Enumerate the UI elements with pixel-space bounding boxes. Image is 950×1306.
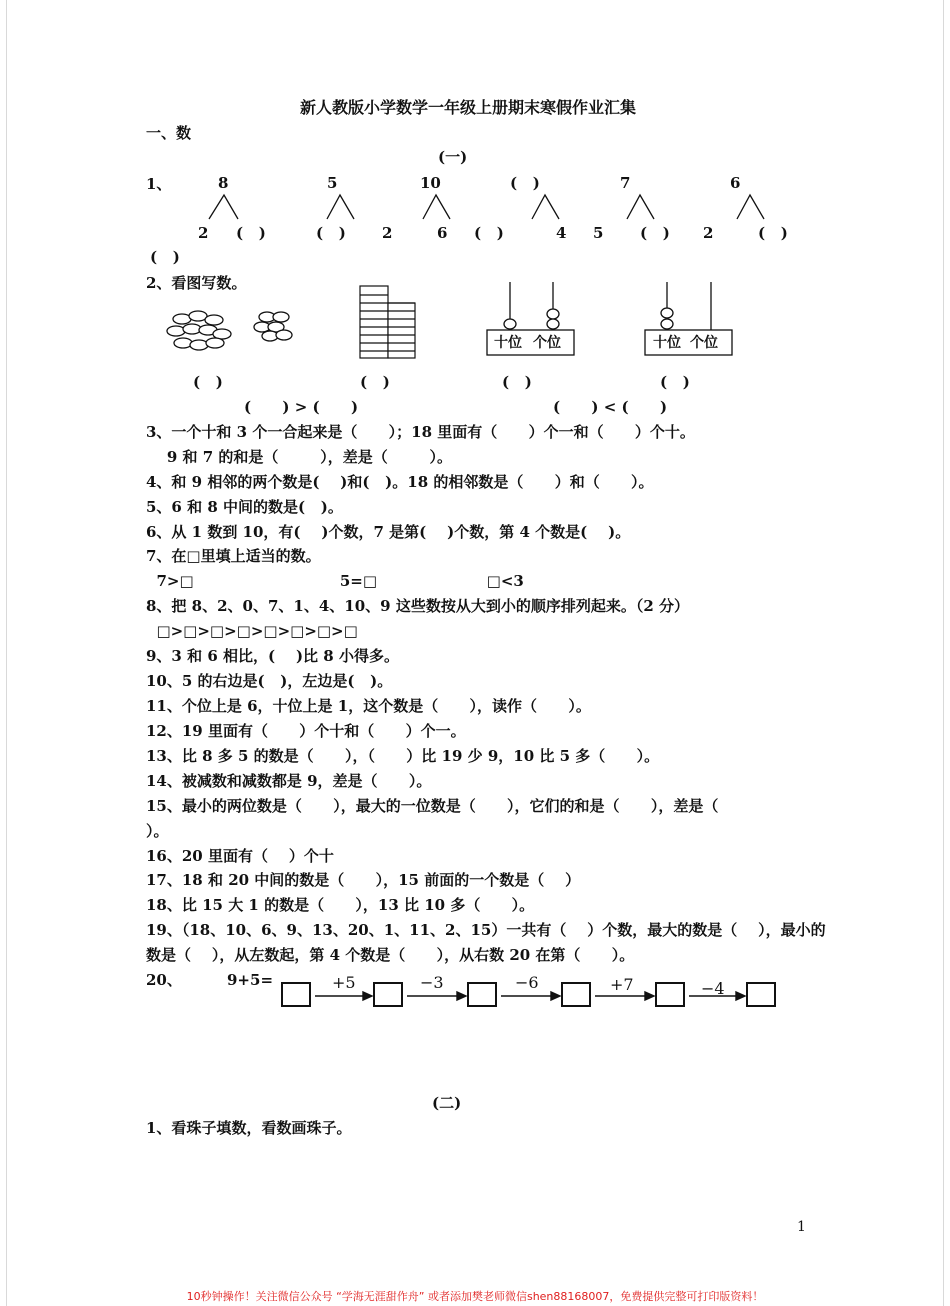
tree-left: 6 [437,224,448,242]
tree-right: 2 [382,224,393,242]
footer-notice: 10秒钟操作！关注微信公众号 “学海无涯甜作舟” 或者添加樊老师微信shen88168007，免费提供完整可打印版资料！ [186,1290,764,1303]
operation-label: −4 [701,979,725,998]
tree-top: ( ) [510,174,540,192]
part-two-heading: (二) [432,1094,462,1112]
tree-right-blank: ( ) [236,224,266,242]
tree-top: 6 [730,174,741,192]
question-line: 3、一个十和 3 个一合起来是（ ）；18 里面有（ ）个一和（ ）个十。 [146,423,695,441]
question-line: 12、19 里面有（ ）个十和（ ）个一。 [146,722,466,740]
compare-greater: ( ) > ( ) [244,398,359,416]
question-line: 9、3 和 6 相比，( )比 8 小得多。 [146,647,399,665]
compare-less: ( ) < ( ) [553,398,668,416]
answer-blank: ( ) [660,373,690,391]
answer-blank: ( ) [502,373,532,391]
tree-left: 2 [198,224,209,242]
section-heading: 一、数 [146,124,192,142]
tree-top: 10 [420,174,441,192]
question-line: 4、和 9 相邻的两个数是( )和( )。18 的相邻数是（ ）和（ ）。 [146,473,654,491]
part-two-question: 1、看珠子填数，看数画珠子。 [146,1119,352,1137]
question-line: 15、最小的两位数是（ ），最大的一位数是（ ），它们的和是（ ），差是（ [146,797,719,815]
tree-left-blank: ( ) [316,224,346,242]
page-number: 1 [797,1219,806,1235]
question-line: 13、比 8 多 5 的数是（ ），（ ）比 19 少 9，10 比 5 多（ ）。 [146,747,660,765]
operation-label: +7 [610,975,634,994]
tree-left: 4 [556,224,567,242]
tree-top: 5 [327,174,338,192]
question-line: 16、20 里面有（ ）个十 [146,847,334,865]
question-line: 14、被减数和减数都是 9，差是（ ）。 [146,772,432,790]
question-line: 10、5 的右边是( )，左边是( )。 [146,672,393,690]
tree-right-blank: ( ) [150,248,180,266]
tree-left-blank: ( ) [758,224,788,242]
question-line: 19、（18、10、6、9、13、20、1、11、2、15）一共有（ ）个数，最大的数是（ ），最小的 [146,921,826,939]
abacus-ones-label: 个位 [533,335,561,351]
question-line: 7>□ 5=□ □<3 [146,572,524,590]
q20-start: 9+5= [227,971,274,989]
operation-label: −3 [420,973,444,992]
page-title: 新人教版小学数学一年级上册期末寒假作业汇集 [300,98,637,117]
tree-left-blank: ( ) [640,224,670,242]
part-one-heading: (一) [438,148,468,166]
abacus-tens-label: 十位 [494,335,522,351]
abacus-ones-label: 个位 [690,335,718,351]
question-line: 8、把 8、2、0、7、1、4、10、9 这些数按从大到小的顺序排列起来。（2 分） [146,597,689,615]
question-line: 7、在□里填上适当的数。 [146,547,321,565]
question-line: ）。 [146,822,169,840]
question-line: 5、6 和 8 中间的数是( )。 [146,498,343,516]
tree-top: 8 [218,174,229,192]
question-line: 17、18 和 20 中间的数是（ ），15 前面的一个数是（ ） [146,871,581,889]
answer-blank: ( ) [193,373,223,391]
q2-label: 2、看图写数。 [146,274,247,292]
tree-top: 7 [620,174,631,192]
question-line: 9 和 7 的和是（ ），差是（ ）。 [146,448,452,466]
question-line: 数是（ ），从左数起，第 4 个数是（ ），从右数 20 在第（ ）。 [146,946,635,964]
question-line: 6、从 1 数到 10，有( )个数，7 是第( )个数，第 4 个数是( )。 [146,523,631,541]
answer-blank: ( ) [360,373,390,391]
question-line: 18、比 15 大 1 的数是（ ），13 比 10 多（ ）。 [146,896,535,914]
question-line: □>□>□>□>□>□>□>□ [146,622,358,640]
q1-number: 1、 [146,175,172,193]
tree-right: 2 [703,224,714,242]
abacus-tens-label: 十位 [653,335,681,351]
question-line: 11、个位上是 6，十位上是 1，这个数是（ ），读作（ ）。 [146,697,591,715]
tree-right: 5 [593,224,604,242]
tree-right-blank: ( ) [474,224,504,242]
operation-label: +5 [332,973,356,992]
q20-number: 20、 [146,971,182,989]
operation-label: −6 [515,973,539,992]
